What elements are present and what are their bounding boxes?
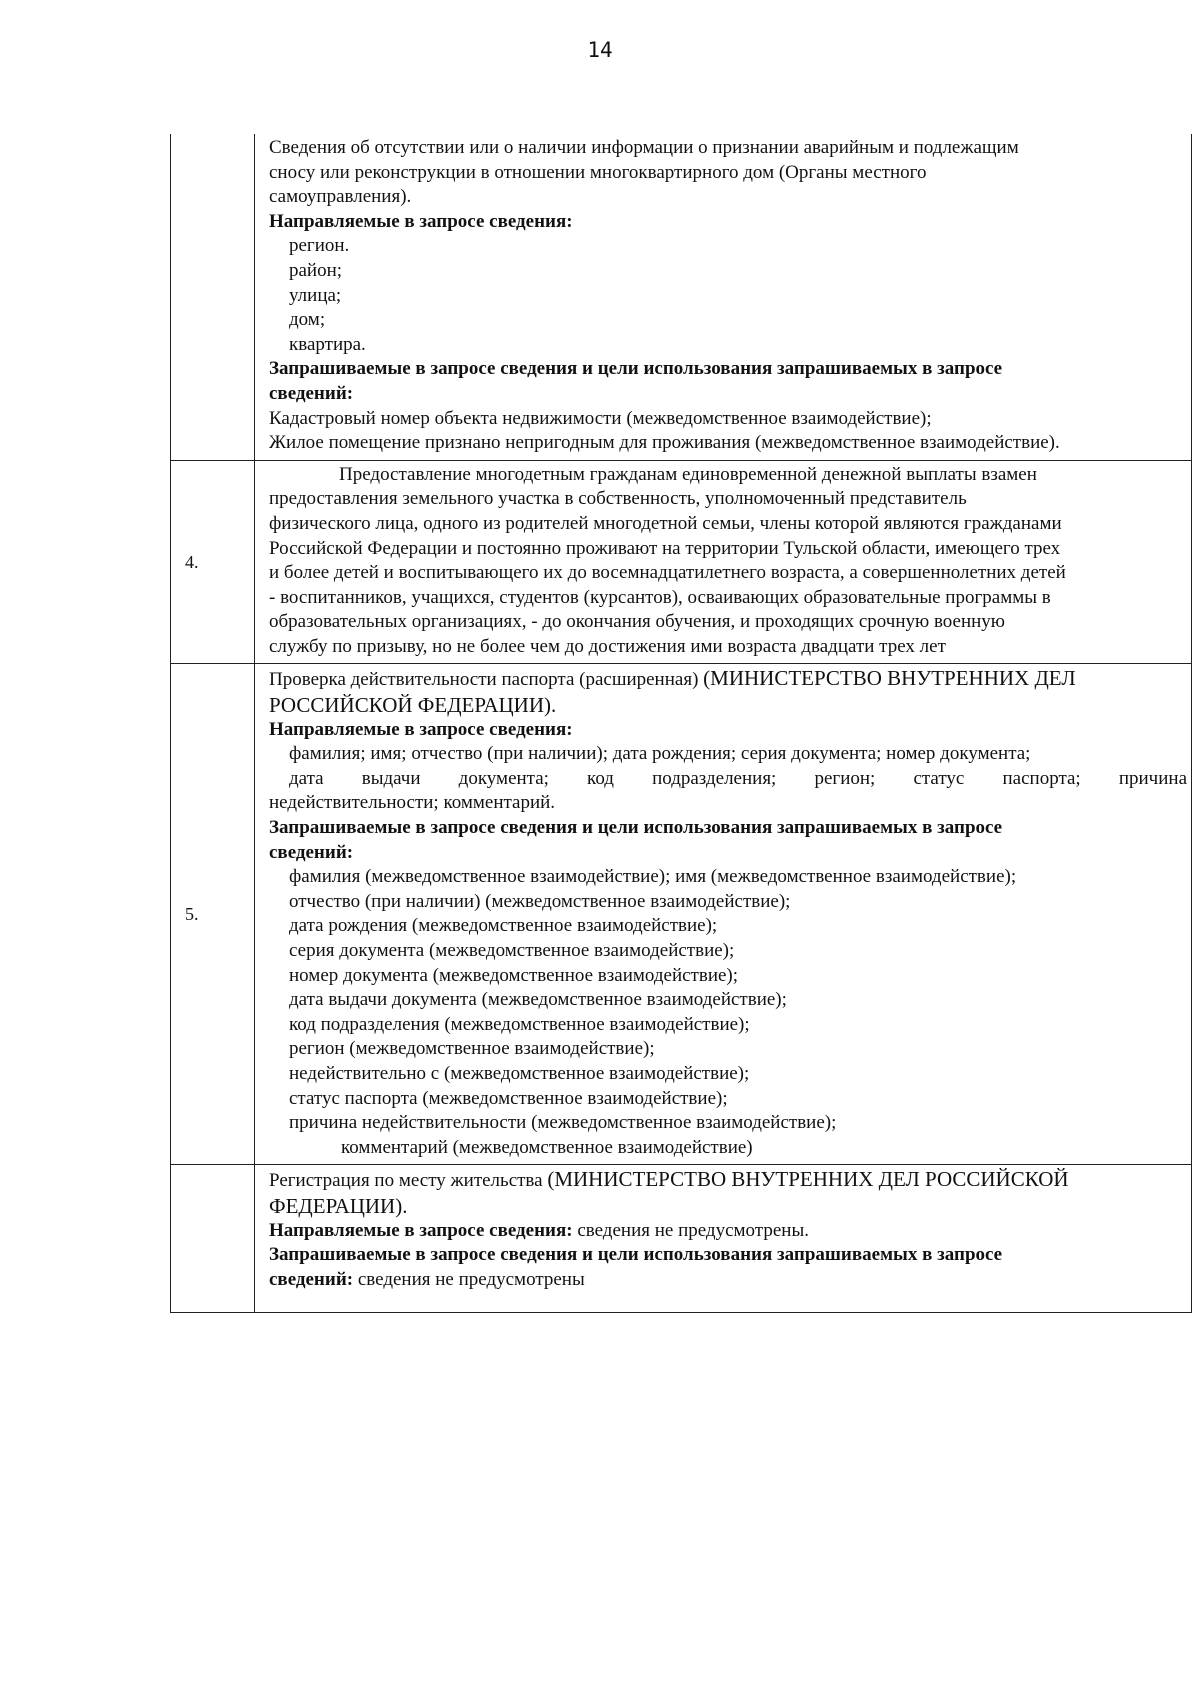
row-title-text: Регистрация по месту жительства <box>269 1170 548 1192</box>
row-text-line: и более детей и воспитывающего их до восемнадцатилетнего возраста, а совершеннолетних детей <box>269 562 1066 584</box>
requested-heading: Запрашиваемые в запросе сведения и цели использования запрашиваемых в запросе <box>269 358 1003 380</box>
row-text-line: Российской Федерации и постоянно проживают на территории Тульской области, имеющего трех <box>269 537 1061 559</box>
sent-line: недействительности; комментарий. <box>269 792 556 814</box>
row-text-line: Предоставление многодетным гражданам единовременной денежной выплаты взамен <box>339 463 1037 485</box>
requested-item: недействительно с (межведомственное взаимодействие); <box>289 1062 750 1084</box>
row-title-agency: ФЕДЕРАЦИИ). <box>269 1193 408 1218</box>
requested-item: отчество (при наличии) (межведомственное взаимодействие); <box>289 890 791 912</box>
row-content <box>255 460 1192 664</box>
services-table <box>170 134 1192 1313</box>
sent-heading: Направляемые в запросе сведения: <box>269 1219 573 1241</box>
requested-item: регион (межведомственное взаимодействие); <box>289 1038 655 1060</box>
row-text-line: предоставления земельного участка в собственность, уполномоченный представитель <box>269 488 967 510</box>
requested-item: фамилия (межведомственное взаимодействие); имя (межведомственное взаимодействие); <box>289 866 1017 888</box>
row-text-line: образовательных организациях, - до окончания обучения, и проходящих срочную военную <box>269 611 1005 633</box>
sent-heading: Направляемые в запросе сведения: <box>269 718 573 740</box>
row-title-agency: (МИНИСТЕРСТВО ВНУТРЕННИХ ДЕЛ РОССИЙСКОЙ <box>547 1167 1069 1192</box>
row-number <box>171 1165 255 1313</box>
sent-item: регион. <box>289 235 350 257</box>
requested-heading: Запрашиваемые в запросе сведения и цели использования запрашиваемых в запросе <box>269 1244 1003 1266</box>
row-text-line: службу по призыву, но не более чем до достижения ими возраста двадцати трех лет <box>269 635 946 657</box>
sent-item: дом; <box>289 309 326 331</box>
row-title <box>269 666 1187 693</box>
requested-item: статус паспорта (межведомственное взаимодействие); <box>289 1087 728 1109</box>
sent-item: улица; <box>289 284 342 306</box>
requested-item: номер документа (межведомственное взаимодействие); <box>289 964 739 986</box>
table-row <box>171 1165 1192 1313</box>
requested-heading: сведений: <box>269 1268 354 1290</box>
requested-heading: сведений: <box>269 382 354 404</box>
requested-item: Кадастровый номер объекта недвижимости (межведомственное взаимодействие); <box>269 407 932 429</box>
row-title-agency: РОССИЙСКОЙ ФЕДЕРАЦИИ). <box>269 693 557 718</box>
requested-item: дата выдачи документа (межведомственное взаимодействие); <box>289 989 787 1011</box>
row-content <box>255 664 1192 1165</box>
row-number: 4. <box>171 460 255 664</box>
table-row <box>171 134 1192 460</box>
table-row <box>171 460 1192 664</box>
sent-line: фамилия; имя; отчество (при наличии); дата рождения; серия документа; номер документа; <box>289 743 1031 765</box>
sent-item: квартира. <box>289 333 366 355</box>
row-content <box>255 1165 1192 1313</box>
row-text-line: - воспитанников, учащихся, студентов (курсантов), осваивающих образовательные программы в <box>269 586 1051 608</box>
requested-item: причина недействительности (межведомственное взаимодействие); <box>289 1112 837 1134</box>
row-title-text: Проверка действительности паспорта (расширенная) <box>269 669 704 691</box>
row-title-line: самоуправления). <box>269 186 412 208</box>
row-spacer <box>269 1292 1187 1308</box>
requested-item: код подразделения (межведомственное взаимодействие); <box>289 1013 750 1035</box>
row-number <box>171 134 255 460</box>
row-content <box>255 134 1192 460</box>
requested-heading: Запрашиваемые в запросе сведения и цели использования запрашиваемых в запросе <box>269 817 1003 839</box>
row-number: 5. <box>171 664 255 1165</box>
requested-heading: сведений: <box>269 841 354 863</box>
page-number: 14 <box>587 38 613 62</box>
table-row <box>171 664 1192 1165</box>
sent-heading: Направляемые в запросе сведения: <box>269 210 573 232</box>
requested-item: дата рождения (межведомственное взаимодействие); <box>289 915 718 937</box>
row-title-line: Сведения об отсутствии или о наличии информации о признании аварийным и подлежащим <box>269 137 1019 158</box>
requested-item: Жилое помещение признано непригодным для проживания (межведомственное взаимодействие). <box>269 432 1060 454</box>
requested-info <box>269 1268 1187 1293</box>
requested-value: сведения не предусмотрены <box>353 1268 585 1290</box>
row-title <box>269 1167 1187 1194</box>
row-text-line: физического лица, одного из родителей многодетной семьи, члены которой являются гражданами <box>269 512 1062 534</box>
row-title-agency: (МИНИСТЕРСТВО ВНУТРЕННИХ ДЕЛ <box>703 666 1076 691</box>
sent-value: сведения не предусмотрены. <box>572 1219 809 1241</box>
row-title-line: сносу или реконструкции в отношении многоквартирного дом (Органы местного <box>269 161 927 183</box>
requested-item: комментарий (межведомственное взаимодействие) <box>341 1136 753 1158</box>
sent-info <box>269 1219 1187 1244</box>
requested-item: серия документа (межведомственное взаимодействие); <box>289 940 735 961</box>
sent-line: дата выдачи документа; код подразделения; регион; статус паспорта; причина <box>289 767 1187 789</box>
sent-item: район; <box>289 259 343 281</box>
